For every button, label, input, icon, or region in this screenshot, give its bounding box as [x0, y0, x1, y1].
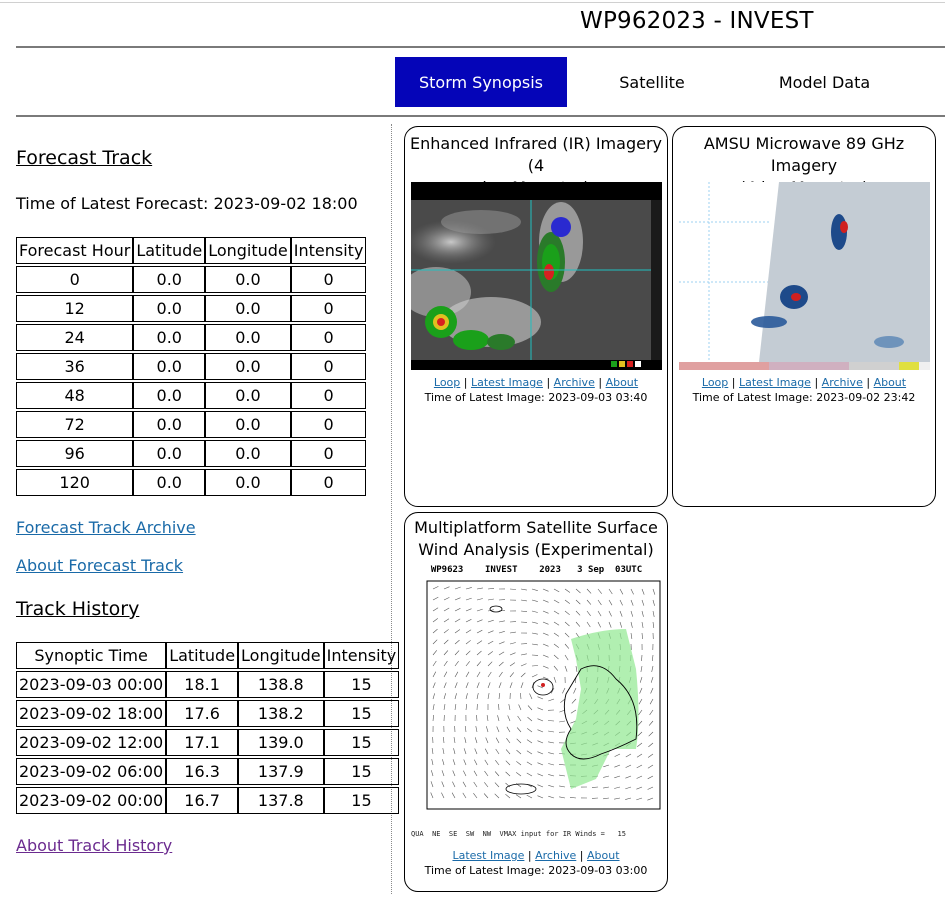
table-cell: 0.0 — [133, 411, 205, 438]
wind-title-line1: Multiplatform Satellite Surface — [414, 518, 658, 537]
table-cell: 72 — [16, 411, 133, 438]
table-cell: 0 — [291, 266, 367, 293]
table-cell: 137.8 — [238, 787, 324, 814]
table-cell: 18.1 — [166, 671, 238, 698]
table-cell: 0.0 — [133, 440, 205, 467]
ir-card-links — [405, 376, 667, 389]
wind-latest-image-link[interactable]: Latest Image — [452, 849, 525, 862]
table-row — [16, 758, 399, 785]
separator: | — [814, 376, 819, 389]
table-cell: 0 — [291, 469, 367, 496]
column-header: Latitude — [133, 237, 205, 264]
table-cell: 2023-09-03 00:00 — [16, 671, 166, 698]
forecast-track-archive-link[interactable]: Forecast Track Archive — [16, 518, 196, 537]
page-title: WP962023 - INVEST — [580, 8, 814, 34]
track-history-heading: Track History — [16, 598, 140, 620]
ir-loop-link[interactable]: Loop — [433, 376, 461, 389]
ir-archive-link[interactable]: Archive — [553, 376, 595, 389]
ir-about-link[interactable]: About — [605, 376, 639, 389]
table-cell: 120 — [16, 469, 133, 496]
separator: | — [527, 849, 532, 862]
table-cell: 139.0 — [238, 729, 324, 756]
table-cell: 2023-09-02 06:00 — [16, 758, 166, 785]
table-cell: 16.7 — [166, 787, 238, 814]
ir-image-time: Time of Latest Image: 2023-09-03 03:40 — [424, 391, 648, 404]
amsu-loop-link[interactable]: Loop — [701, 376, 729, 389]
table-cell: 48 — [16, 382, 133, 409]
wind-image-header: WP9623 INVEST 2023 3 Sep 03UTC — [430, 565, 643, 575]
column-header: Forecast Hour — [16, 237, 133, 264]
table-row — [16, 440, 366, 467]
separator: | — [731, 376, 736, 389]
column-header: Intensity — [324, 642, 400, 669]
table-cell: 0 — [291, 440, 367, 467]
about-track-history-link[interactable]: About Track History — [16, 836, 173, 855]
table-row — [16, 266, 366, 293]
table-cell: 0.0 — [205, 411, 291, 438]
table-cell: 24 — [16, 324, 133, 351]
column-header: Longitude — [238, 642, 324, 669]
table-cell: 16.3 — [166, 758, 238, 785]
table-cell: 138.8 — [238, 671, 324, 698]
amsu-card-links — [673, 376, 935, 389]
table-cell: 0.0 — [133, 295, 205, 322]
column-header: Latitude — [166, 642, 238, 669]
separator: | — [598, 376, 603, 389]
table-row — [16, 295, 366, 322]
amsu-latest-image-link[interactable]: Latest Image — [739, 376, 811, 389]
tab-storm-synopsis[interactable]: Storm Synopsis — [395, 57, 567, 107]
table-header-row — [16, 237, 366, 264]
forecast-track-heading: Forecast Track — [16, 147, 153, 169]
table-cell: 0.0 — [205, 382, 291, 409]
table-cell: 15 — [324, 758, 400, 785]
table-row — [16, 411, 366, 438]
table-cell: 15 — [324, 671, 400, 698]
amsu-imagery-card — [672, 126, 936, 507]
table-cell: 0 — [16, 266, 133, 293]
table-row — [16, 729, 399, 756]
wind-image-footer — [411, 817, 662, 847]
wind-image-time: Time of Latest Image: 2023-09-03 03:00 — [424, 864, 648, 877]
table-row — [16, 700, 399, 727]
table-cell: 17.1 — [166, 729, 238, 756]
amsu-title-line1: AMSU Microwave 89 GHz Imagery — [703, 134, 905, 175]
ir-title-line1: Enhanced Infrared (IR) Imagery (4 — [410, 134, 662, 175]
table-cell: 0 — [291, 382, 367, 409]
amsu-thumbnail[interactable] — [679, 182, 930, 370]
top-border — [0, 2, 945, 3]
ir-imagery-card — [404, 126, 668, 507]
table-cell: 0.0 — [205, 440, 291, 467]
track-history-table — [16, 640, 399, 816]
table-cell: 0.0 — [205, 324, 291, 351]
table-cell: 137.9 — [238, 758, 324, 785]
table-cell: 0.0 — [205, 266, 291, 293]
table-cell: 0.0 — [205, 295, 291, 322]
column-header: Longitude — [205, 237, 291, 264]
amsu-image-time: Time of Latest Image: 2023-09-02 23:42 — [692, 391, 916, 404]
wind-title-line2: Wind Analysis (Experimental) — [418, 540, 654, 559]
table-cell: 15 — [324, 729, 400, 756]
amsu-archive-link[interactable]: Archive — [821, 376, 863, 389]
wind-card-title — [405, 517, 667, 561]
tab-satellite[interactable]: Satellite — [619, 72, 685, 92]
table-cell: 0.0 — [205, 353, 291, 380]
header-divider — [16, 46, 945, 48]
amsu-about-link[interactable]: About — [873, 376, 907, 389]
table-row — [16, 787, 399, 814]
table-cell: 15 — [324, 700, 400, 727]
table-cell: 0.0 — [133, 353, 205, 380]
separator: | — [463, 376, 468, 389]
table-cell: 0 — [291, 353, 367, 380]
table-cell: 2023-09-02 12:00 — [16, 729, 166, 756]
wind-barb-map — [411, 579, 662, 819]
wind-archive-link[interactable]: Archive — [535, 849, 577, 862]
table-cell: 12 — [16, 295, 133, 322]
wind-about-link[interactable]: About — [587, 849, 620, 862]
table-cell: 0.0 — [133, 469, 205, 496]
table-cell: 0.0 — [133, 324, 205, 351]
table-cell: 0.0 — [205, 469, 291, 496]
tabs-divider — [16, 115, 945, 117]
table-cell: 2023-09-02 00:00 — [16, 787, 166, 814]
table-row — [16, 324, 366, 351]
about-forecast-track-link[interactable]: About Forecast Track — [16, 556, 184, 575]
table-cell: 0.0 — [133, 382, 205, 409]
table-row — [16, 382, 366, 409]
table-cell: 138.2 — [238, 700, 324, 727]
table-cell: 36 — [16, 353, 133, 380]
table-row — [16, 469, 366, 496]
column-header: Synoptic Time — [16, 642, 166, 669]
table-cell: 0.0 — [133, 266, 205, 293]
table-cell: 0 — [291, 411, 367, 438]
table-cell: 15 — [324, 787, 400, 814]
wind-analysis-card — [404, 512, 668, 892]
forecast-latest-time: Time of Latest Forecast: 2023-09-02 18:00 — [16, 194, 358, 213]
wind-card-links — [405, 849, 667, 862]
table-cell: 0 — [291, 324, 367, 351]
ir-thumbnail[interactable] — [411, 182, 662, 370]
table-cell: 17.6 — [166, 700, 238, 727]
ir-latest-image-link[interactable]: Latest Image — [471, 376, 543, 389]
separator: | — [546, 376, 551, 389]
wind-footer-line: QUA NE SE SW NW VMAX input for IR Winds = 15 — [411, 830, 626, 838]
separator: | — [579, 849, 584, 862]
wind-thumbnail[interactable] — [411, 565, 662, 847]
table-cell: 0 — [291, 295, 367, 322]
table-row — [16, 671, 399, 698]
table-header-row — [16, 642, 399, 669]
column-header: Intensity — [291, 237, 367, 264]
table-cell: 2023-09-02 18:00 — [16, 700, 166, 727]
separator: | — [866, 376, 871, 389]
forecast-track-table — [16, 235, 366, 498]
table-row — [16, 353, 366, 380]
table-cell: 96 — [16, 440, 133, 467]
tab-model-data[interactable]: Model Data — [778, 72, 871, 92]
